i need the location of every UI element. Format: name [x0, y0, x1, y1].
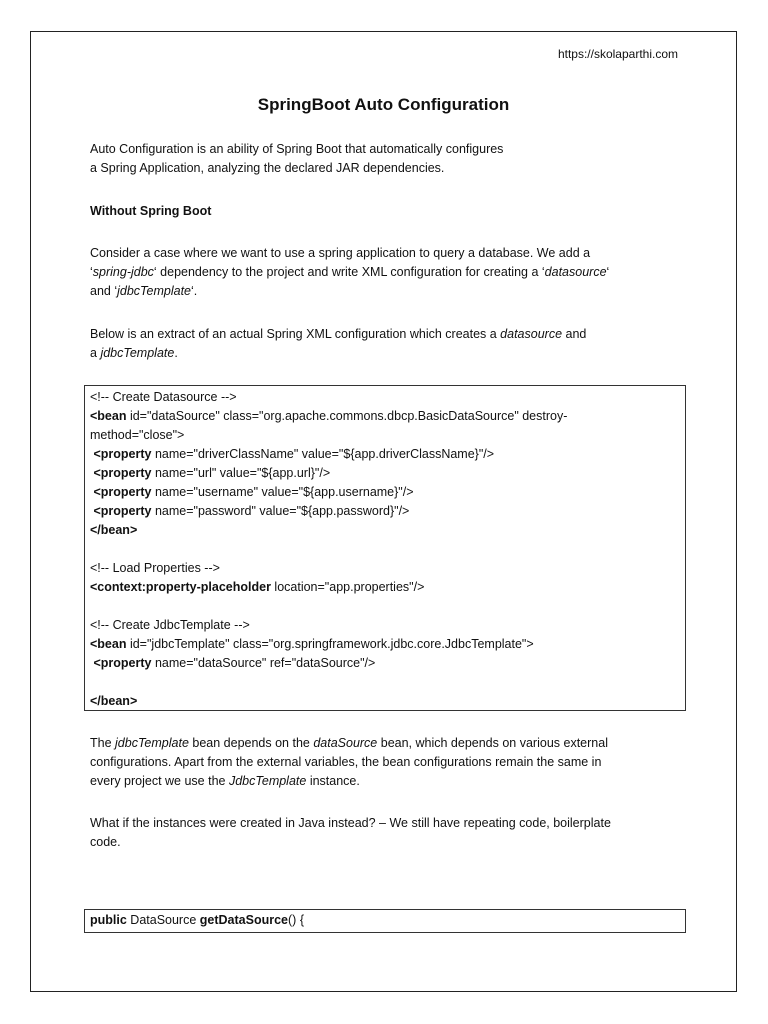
- code-comment: <!-- Create Datasource -->: [90, 390, 237, 404]
- p1-line-1: Consider a case where we want to use a spring application to query a database. We add a: [90, 246, 591, 260]
- p3-line-1: The jdbcTemplate bean depends on the dataSource bean, which depends on various external: [90, 736, 608, 750]
- paragraph-2: [90, 325, 690, 363]
- code-comment: <!-- Create JdbcTemplate -->: [90, 618, 250, 632]
- p4-line-1: What if the instances were created in Java instead? – We still have repeating code, boilerplate: [90, 816, 611, 830]
- code-blank-line: [90, 597, 680, 616]
- page-title: SpringBoot Auto Configuration: [257, 95, 510, 114]
- code-line: <property name="driverClassName" value="${app.driverClassName}"/>: [93, 447, 495, 461]
- code-line: <property name="username" value="${app.username}"/>: [93, 485, 414, 499]
- p3-line-2: configurations. Apart from the external variables, the bean configurations remain the same in: [90, 755, 602, 769]
- document-page: [30, 31, 737, 992]
- java-code-block: [84, 909, 686, 933]
- p3-line-3: every project we use the JdbcTemplate instance.: [90, 774, 360, 788]
- code-line: <context:property-placeholder location="app.properties"/>: [90, 580, 425, 594]
- p1-line-3: and ‘jdbcTemplate‘.: [90, 284, 198, 298]
- code-line: <property name="url" value="${app.url}"/>: [93, 466, 331, 480]
- code-line: public DataSource getDataSource() {: [90, 913, 304, 927]
- em-datasource: datasource: [544, 265, 607, 279]
- code-line: <bean id="jdbcTemplate" class="org.springframework.jdbc.core.JdbcTemplate">: [90, 637, 534, 651]
- code-line: <property name="password" value="${app.password}"/>: [93, 504, 410, 518]
- xml-config-code-block: [84, 385, 686, 711]
- code-line: method="close">: [90, 428, 185, 442]
- p4-line-2: code.: [90, 835, 121, 849]
- p2-line-2: a jdbcTemplate.: [90, 346, 178, 360]
- intro-line-1: Auto Configuration is an ability of Spring Boot that automatically configures: [90, 142, 504, 156]
- code-line: <bean id="dataSource" class="org.apache.commons.dbcp.BasicDataSource" destroy-: [90, 409, 568, 423]
- site-url[interactable]: https://skolaparthi.com: [557, 47, 678, 61]
- code-line: </bean>: [90, 694, 138, 708]
- em-jdbctemplate: jdbcTemplate: [117, 284, 191, 298]
- code-line: <property name="dataSource" ref="dataSource"/>: [93, 656, 376, 670]
- intro-line-2: a Spring Application, analyzing the declared JAR dependencies.: [90, 161, 445, 175]
- paragraph-4: [90, 814, 690, 852]
- paragraph-1: [90, 244, 690, 301]
- code-blank-line: [90, 673, 680, 692]
- paragraph-3: [90, 734, 690, 791]
- intro-paragraph: [90, 140, 690, 178]
- code-comment: <!-- Load Properties -->: [90, 561, 220, 575]
- p1-line-2: ‘spring-jdbc‘ dependency to the project and write XML configuration for creating a ‘datasource‘: [90, 265, 610, 279]
- em-spring-jdbc: spring-jdbc: [92, 265, 154, 279]
- section-heading: Without Spring Boot: [90, 204, 212, 218]
- p2-line-1: Below is an extract of an actual Spring XML configuration which creates a datasource and: [90, 327, 587, 341]
- code-blank-line: [90, 540, 680, 559]
- code-line: </bean>: [90, 523, 138, 537]
